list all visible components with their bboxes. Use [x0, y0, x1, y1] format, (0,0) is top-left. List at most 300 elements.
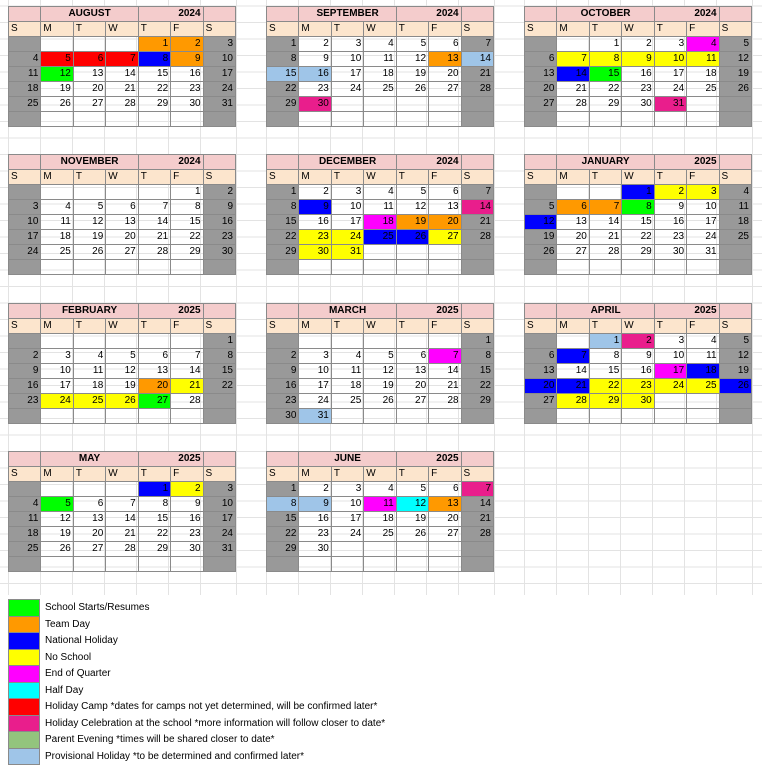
- empty-cell: [461, 112, 493, 127]
- day-cell: 14: [106, 67, 138, 82]
- day-cell: 8: [267, 52, 299, 67]
- day-cell: 17: [203, 512, 235, 527]
- weekday-header: S: [267, 170, 299, 185]
- legend-swatch: [9, 649, 40, 666]
- day-cell: 19: [396, 215, 428, 230]
- empty-cell: [73, 185, 105, 200]
- legend-item: [9, 699, 386, 716]
- day-cell: 29: [138, 542, 170, 557]
- day-cell: 27: [525, 97, 557, 112]
- empty-cell: [687, 409, 719, 424]
- day-cell: 5: [41, 497, 73, 512]
- day-cell: 22: [622, 230, 654, 245]
- empty-cell: [525, 409, 557, 424]
- day-cell: 18: [9, 82, 41, 97]
- day-cell: 28: [589, 245, 621, 260]
- day-cell: 1: [589, 334, 621, 349]
- weekday-header: T: [396, 319, 428, 334]
- empty-cell: [41, 482, 73, 497]
- legend-label: National Holiday: [45, 635, 118, 646]
- legend-item: [9, 633, 386, 650]
- day-cell: 18: [364, 67, 396, 82]
- empty-cell: [461, 542, 493, 557]
- day-cell: 13: [429, 200, 461, 215]
- weekday-header: F: [687, 22, 719, 37]
- day-cell: 6: [557, 200, 589, 215]
- weekday-header: F: [687, 319, 719, 334]
- day-cell: 16: [9, 379, 41, 394]
- day-cell: 19: [364, 379, 396, 394]
- weekday-header: M: [299, 22, 331, 37]
- day-cell: 2: [622, 37, 654, 52]
- day-cell: 5: [719, 334, 751, 349]
- day-cell: 24: [41, 394, 73, 409]
- empty-cell: [687, 394, 719, 409]
- weekday-header: F: [171, 22, 203, 37]
- day-cell: 14: [461, 52, 493, 67]
- day-cell: 20: [557, 230, 589, 245]
- day-cell: 17: [331, 512, 363, 527]
- weekday-header: S: [461, 319, 493, 334]
- empty-cell: [203, 112, 235, 127]
- day-cell: 28: [557, 97, 589, 112]
- day-cell: 6: [429, 37, 461, 52]
- empty-cell: [364, 112, 396, 127]
- weekday-header: M: [557, 319, 589, 334]
- day-cell: 23: [203, 230, 235, 245]
- day-cell: 21: [461, 512, 493, 527]
- day-cell: 18: [9, 527, 41, 542]
- day-cell: 25: [364, 82, 396, 97]
- day-cell: 16: [267, 379, 299, 394]
- day-cell: 10: [203, 497, 235, 512]
- day-cell: 17: [654, 67, 686, 82]
- day-cell: 5: [41, 52, 73, 67]
- empty-cell: [299, 557, 331, 572]
- weekday-header: S: [525, 22, 557, 37]
- month-year: 2024: [396, 7, 461, 22]
- day-cell: 25: [9, 97, 41, 112]
- day-cell: 29: [138, 97, 170, 112]
- day-cell: 20: [138, 379, 170, 394]
- day-cell: 11: [687, 349, 719, 364]
- day-cell: 26: [719, 82, 751, 97]
- day-cell: 19: [41, 527, 73, 542]
- weekday-header: S: [461, 170, 493, 185]
- weekday-header: S: [267, 319, 299, 334]
- empty-cell: [138, 409, 170, 424]
- month-name: JANUARY: [557, 155, 654, 170]
- empty-cell: [461, 260, 493, 275]
- weekday-header: T: [654, 170, 686, 185]
- day-cell: 2: [267, 349, 299, 364]
- empty-cell: [461, 409, 493, 424]
- day-cell: 10: [654, 52, 686, 67]
- empty-cell: [719, 394, 751, 409]
- empty-cell: [203, 260, 235, 275]
- day-cell: 1: [267, 185, 299, 200]
- day-cell: 18: [364, 215, 396, 230]
- empty-cell: [73, 409, 105, 424]
- month-february: [8, 303, 236, 424]
- empty-cell: [429, 97, 461, 112]
- day-cell: 9: [203, 200, 235, 215]
- day-cell: 28: [171, 394, 203, 409]
- month-name: OCTOBER: [557, 7, 654, 22]
- month-september: [266, 6, 494, 127]
- day-cell: 15: [267, 215, 299, 230]
- day-cell: 20: [525, 82, 557, 97]
- day-cell: 12: [41, 67, 73, 82]
- empty-cell: [687, 112, 719, 127]
- month-name: AUGUST: [41, 7, 138, 22]
- weekday-header: T: [654, 319, 686, 334]
- empty-cell: [461, 97, 493, 112]
- day-cell: 25: [9, 542, 41, 557]
- empty-cell: [622, 112, 654, 127]
- weekday-header: S: [203, 22, 235, 37]
- day-cell: 23: [267, 394, 299, 409]
- day-cell: 30: [171, 542, 203, 557]
- day-cell: 12: [396, 497, 428, 512]
- empty-cell: [203, 557, 235, 572]
- day-cell: 26: [396, 82, 428, 97]
- day-cell: 24: [331, 82, 363, 97]
- empty-cell: [41, 409, 73, 424]
- day-cell: 30: [654, 245, 686, 260]
- day-cell: 6: [106, 200, 138, 215]
- weekday-header: T: [73, 319, 105, 334]
- day-cell: 29: [267, 542, 299, 557]
- day-cell: 28: [461, 527, 493, 542]
- empty-cell: [687, 260, 719, 275]
- month-name: SEPTEMBER: [299, 7, 396, 22]
- day-cell: 9: [622, 52, 654, 67]
- weekday-header: W: [106, 319, 138, 334]
- legend-item: [9, 732, 386, 749]
- day-cell: 23: [622, 82, 654, 97]
- day-cell: 6: [73, 497, 105, 512]
- empty-cell: [73, 260, 105, 275]
- day-cell: 17: [331, 67, 363, 82]
- day-cell: 20: [429, 67, 461, 82]
- weekday-header: T: [138, 22, 170, 37]
- day-cell: 30: [622, 394, 654, 409]
- weekday-header: M: [41, 467, 73, 482]
- day-cell: 11: [687, 52, 719, 67]
- day-cell: 22: [267, 527, 299, 542]
- legend-swatch: [9, 748, 40, 765]
- month-name: MARCH: [299, 304, 396, 319]
- day-cell: 4: [9, 52, 41, 67]
- weekday-header: T: [331, 22, 363, 37]
- legend-label: Team Day: [45, 618, 91, 630]
- day-cell: 9: [299, 200, 331, 215]
- empty-cell: [525, 260, 557, 275]
- day-cell: 16: [171, 512, 203, 527]
- month-year: 2025: [138, 304, 203, 319]
- day-cell: 29: [589, 97, 621, 112]
- day-cell: 20: [73, 527, 105, 542]
- empty-cell: [106, 482, 138, 497]
- day-cell: 21: [557, 82, 589, 97]
- day-cell: 28: [429, 394, 461, 409]
- empty-cell: [138, 185, 170, 200]
- day-cell: 8: [622, 200, 654, 215]
- empty-cell: [171, 409, 203, 424]
- day-cell: 1: [171, 185, 203, 200]
- day-cell: 12: [364, 364, 396, 379]
- day-cell: 30: [299, 97, 331, 112]
- day-cell: 17: [687, 215, 719, 230]
- empty-cell: [41, 557, 73, 572]
- empty-cell: [106, 557, 138, 572]
- empty-cell: [331, 542, 363, 557]
- day-cell: 3: [654, 334, 686, 349]
- day-cell: 13: [429, 52, 461, 67]
- empty-cell: [687, 97, 719, 112]
- day-cell: 5: [73, 200, 105, 215]
- empty-cell: [396, 245, 428, 260]
- day-cell: 18: [719, 215, 751, 230]
- day-cell: 15: [589, 67, 621, 82]
- empty-cell: [106, 409, 138, 424]
- empty-cell: [106, 37, 138, 52]
- day-cell: 25: [687, 379, 719, 394]
- day-cell: 3: [299, 349, 331, 364]
- day-cell: 12: [719, 52, 751, 67]
- weekday-header: S: [525, 170, 557, 185]
- day-cell: 6: [429, 482, 461, 497]
- day-cell: 24: [203, 82, 235, 97]
- day-cell: 6: [525, 349, 557, 364]
- legend-swatch: [9, 732, 40, 749]
- empty-cell: [654, 112, 686, 127]
- day-cell: 14: [557, 67, 589, 82]
- day-cell: 16: [654, 215, 686, 230]
- legend-swatch: [9, 682, 40, 699]
- day-cell: 9: [9, 364, 41, 379]
- day-cell: 30: [299, 245, 331, 260]
- day-cell: 16: [622, 67, 654, 82]
- weekday-header: T: [73, 22, 105, 37]
- day-cell: 3: [9, 200, 41, 215]
- legend-label: Holiday Camp *dates for camps not yet determined, will be confirmed later*: [45, 701, 378, 712]
- day-cell: 11: [331, 364, 363, 379]
- month-may: [8, 451, 236, 572]
- day-cell: 21: [171, 379, 203, 394]
- weekday-header: S: [719, 319, 751, 334]
- empty-cell: [719, 409, 751, 424]
- day-cell: 20: [106, 230, 138, 245]
- day-cell: 23: [299, 230, 331, 245]
- month-october: [524, 6, 752, 127]
- empty-cell: [396, 334, 428, 349]
- weekday-header: W: [106, 22, 138, 37]
- empty-cell: [73, 482, 105, 497]
- day-cell: 22: [589, 379, 621, 394]
- day-cell: 2: [299, 185, 331, 200]
- day-cell: 27: [106, 245, 138, 260]
- empty-cell: [429, 334, 461, 349]
- day-cell: 4: [73, 349, 105, 364]
- legend-label: Parent Evening *times will be shared closer to date*: [45, 734, 275, 745]
- weekday-header: W: [364, 319, 396, 334]
- day-cell: 25: [364, 230, 396, 245]
- empty-cell: [589, 260, 621, 275]
- empty-cell: [331, 409, 363, 424]
- day-cell: 3: [687, 185, 719, 200]
- day-cell: 13: [138, 364, 170, 379]
- day-cell: 23: [171, 527, 203, 542]
- empty-cell: [622, 260, 654, 275]
- day-cell: 27: [429, 230, 461, 245]
- day-cell: 11: [364, 497, 396, 512]
- day-cell: 19: [719, 364, 751, 379]
- empty-cell: [331, 112, 363, 127]
- empty-cell: [429, 245, 461, 260]
- day-cell: 9: [171, 52, 203, 67]
- weekday-header: W: [364, 22, 396, 37]
- day-cell: 29: [267, 245, 299, 260]
- empty-cell: [719, 112, 751, 127]
- day-cell: 25: [73, 394, 105, 409]
- day-cell: 3: [203, 37, 235, 52]
- day-cell: 31: [203, 542, 235, 557]
- day-cell: 8: [589, 52, 621, 67]
- empty-cell: [41, 37, 73, 52]
- legend-swatch: [9, 715, 40, 732]
- empty-cell: [9, 557, 41, 572]
- day-cell: 10: [9, 215, 41, 230]
- empty-cell: [364, 245, 396, 260]
- legend-item: [9, 616, 386, 633]
- empty-cell: [41, 334, 73, 349]
- weekday-header: W: [364, 170, 396, 185]
- day-cell: 19: [719, 67, 751, 82]
- weekday-header: M: [41, 319, 73, 334]
- day-cell: 3: [203, 482, 235, 497]
- day-cell: 19: [106, 379, 138, 394]
- day-cell: 13: [557, 215, 589, 230]
- empty-cell: [525, 334, 557, 349]
- day-cell: 1: [589, 37, 621, 52]
- day-cell: 1: [203, 334, 235, 349]
- weekday-header: S: [203, 170, 235, 185]
- day-cell: 3: [331, 37, 363, 52]
- day-cell: 10: [331, 200, 363, 215]
- day-cell: 7: [557, 52, 589, 67]
- weekday-header: T: [73, 170, 105, 185]
- empty-cell: [267, 557, 299, 572]
- empty-cell: [73, 334, 105, 349]
- day-cell: 3: [331, 185, 363, 200]
- day-cell: 29: [171, 245, 203, 260]
- day-cell: 23: [622, 379, 654, 394]
- day-cell: 16: [299, 215, 331, 230]
- day-cell: 21: [589, 230, 621, 245]
- day-cell: 18: [687, 364, 719, 379]
- weekday-header: M: [299, 319, 331, 334]
- weekday-header: T: [654, 22, 686, 37]
- empty-cell: [331, 334, 363, 349]
- day-cell: 3: [654, 37, 686, 52]
- empty-cell: [429, 260, 461, 275]
- day-cell: 7: [138, 200, 170, 215]
- day-cell: 29: [622, 245, 654, 260]
- day-cell: 14: [171, 364, 203, 379]
- month-year: 2025: [396, 304, 461, 319]
- day-cell: 25: [364, 527, 396, 542]
- day-cell: 11: [364, 200, 396, 215]
- empty-cell: [138, 112, 170, 127]
- day-cell: 10: [654, 349, 686, 364]
- day-cell: 17: [331, 215, 363, 230]
- day-cell: 12: [41, 512, 73, 527]
- day-cell: 15: [461, 364, 493, 379]
- day-cell: 18: [73, 379, 105, 394]
- empty-cell: [719, 245, 751, 260]
- day-cell: 13: [73, 512, 105, 527]
- empty-cell: [299, 334, 331, 349]
- weekday-header: T: [331, 467, 363, 482]
- day-cell: 26: [719, 379, 751, 394]
- weekday-header: M: [41, 170, 73, 185]
- day-cell: 27: [396, 394, 428, 409]
- empty-cell: [267, 112, 299, 127]
- day-cell: 4: [9, 497, 41, 512]
- day-cell: 27: [525, 394, 557, 409]
- day-cell: 19: [396, 67, 428, 82]
- empty-cell: [396, 112, 428, 127]
- day-cell: 31: [203, 97, 235, 112]
- empty-cell: [331, 97, 363, 112]
- empty-cell: [106, 112, 138, 127]
- weekday-header: T: [138, 319, 170, 334]
- day-cell: 6: [429, 185, 461, 200]
- day-cell: 24: [654, 379, 686, 394]
- day-cell: 10: [41, 364, 73, 379]
- empty-cell: [622, 409, 654, 424]
- day-cell: 25: [331, 394, 363, 409]
- day-cell: 20: [73, 82, 105, 97]
- empty-cell: [654, 409, 686, 424]
- day-cell: 26: [396, 527, 428, 542]
- day-cell: 17: [9, 230, 41, 245]
- day-cell: 14: [557, 364, 589, 379]
- weekday-header: M: [299, 467, 331, 482]
- month-november: [8, 154, 236, 275]
- month-year: 2025: [654, 304, 719, 319]
- legend-item: [9, 715, 386, 732]
- weekday-header: T: [138, 170, 170, 185]
- day-cell: 26: [364, 394, 396, 409]
- day-cell: 2: [299, 482, 331, 497]
- empty-cell: [589, 112, 621, 127]
- day-cell: 6: [73, 52, 105, 67]
- month-name: APRIL: [557, 304, 654, 319]
- day-cell: 5: [396, 185, 428, 200]
- month-name: MAY: [41, 452, 138, 467]
- day-cell: 9: [299, 497, 331, 512]
- weekday-header: S: [719, 22, 751, 37]
- day-cell: 2: [654, 185, 686, 200]
- day-cell: 23: [299, 82, 331, 97]
- empty-cell: [171, 557, 203, 572]
- day-cell: 31: [331, 245, 363, 260]
- weekday-header: S: [267, 22, 299, 37]
- weekday-header: S: [9, 467, 41, 482]
